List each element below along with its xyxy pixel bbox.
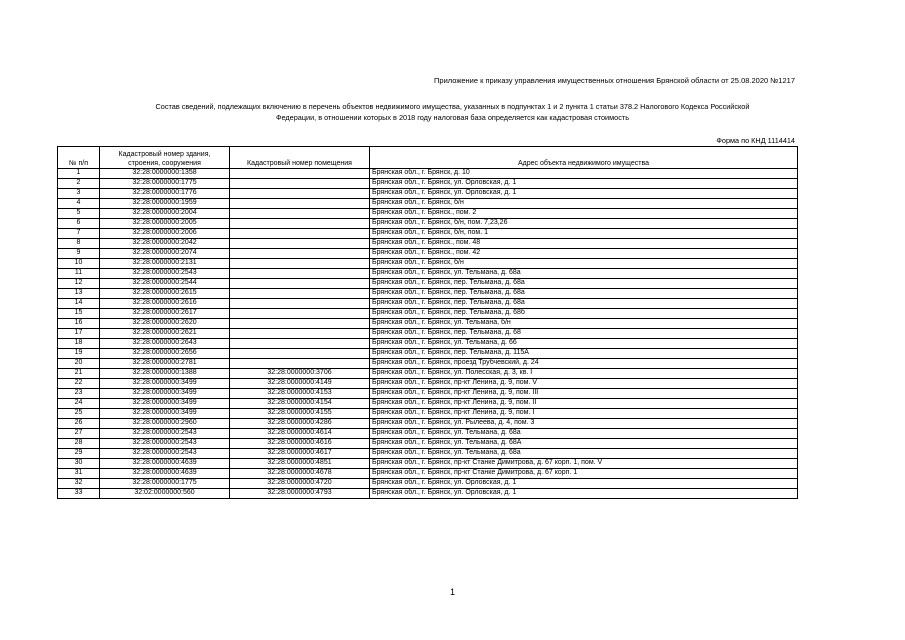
row-number: 22 bbox=[58, 379, 100, 389]
room-cadastral-cell bbox=[230, 359, 370, 369]
room-cadastral-cell bbox=[230, 329, 370, 339]
room-cadastral-cell: 32:28:0000000:4616 bbox=[230, 439, 370, 449]
document-title-line-1: Состав сведений, подлежащих включению в перечень объектов недвижимого имущества, указанных в подпунктах 1 и 2 пункта 1 статьи 378.2 Налогового Кодекса Российской bbox=[155, 102, 750, 111]
row-number: 31 bbox=[58, 469, 100, 479]
building-cadastral-cell: 32:28:0000000:2543 bbox=[100, 439, 230, 449]
building-cadastral-cell: 32:28:0000000:2131 bbox=[100, 259, 230, 269]
row-number: 30 bbox=[58, 459, 100, 469]
room-cadastral-cell bbox=[230, 239, 370, 249]
table-row bbox=[58, 359, 798, 369]
address-cell: Брянская обл., г. Брянск, ул. Полесская, д. 3, кв. I bbox=[370, 369, 798, 379]
building-cadastral-cell: 32:02:0000000:560 bbox=[100, 489, 230, 499]
address-cell: Брянская обл., г. Брянск, ул. Орловская, д. 1 bbox=[370, 179, 798, 189]
room-cadastral-cell bbox=[230, 309, 370, 319]
form-code: Форма по КНД 1114414 bbox=[716, 136, 795, 145]
address-cell: Брянская обл., г. Брянск, пер. Тельмана, д. 68а bbox=[370, 299, 798, 309]
building-cadastral-cell: 32:28:0000000:3499 bbox=[100, 389, 230, 399]
room-cadastral-cell: 32:28:0000000:4720 bbox=[230, 479, 370, 489]
row-number: 24 bbox=[58, 399, 100, 409]
row-number: 4 bbox=[58, 199, 100, 209]
room-cadastral-cell bbox=[230, 179, 370, 189]
address-cell: Брянская обл., г. Брянск, проезд Трубчевский, д. 24 bbox=[370, 359, 798, 369]
room-cadastral-cell bbox=[230, 259, 370, 269]
table-row bbox=[58, 309, 798, 319]
room-cadastral-cell bbox=[230, 189, 370, 199]
column-header-room-cadastral: Кадастровый номер помещения bbox=[230, 147, 370, 169]
building-cadastral-cell: 32:28:0000000:2617 bbox=[100, 309, 230, 319]
building-cadastral-cell: 32:28:0000000:1776 bbox=[100, 189, 230, 199]
room-cadastral-cell: 32:28:0000000:4286 bbox=[230, 419, 370, 429]
table-row bbox=[58, 349, 798, 359]
address-cell: Брянская обл., г. Брянск, ул. Рылеева, д. 4, пом. 3 bbox=[370, 419, 798, 429]
address-cell: Брянская обл., г. Брянск, пер. Тельмана, д. 68 bbox=[370, 329, 798, 339]
building-cadastral-cell: 32:28:0000000:3499 bbox=[100, 399, 230, 409]
room-cadastral-cell bbox=[230, 349, 370, 359]
table-row bbox=[58, 279, 798, 289]
building-cadastral-cell: 32:28:0000000:1388 bbox=[100, 369, 230, 379]
address-cell: Брянская обл., г. Брянск, ул. Тельмана, б/н bbox=[370, 319, 798, 329]
building-cadastral-cell: 32:28:0000000:2543 bbox=[100, 449, 230, 459]
row-number: 13 bbox=[58, 289, 100, 299]
table-row bbox=[58, 219, 798, 229]
building-cadastral-cell: 32:28:0000000:2616 bbox=[100, 299, 230, 309]
table-row bbox=[58, 179, 798, 189]
row-number: 6 bbox=[58, 219, 100, 229]
room-cadastral-cell bbox=[230, 199, 370, 209]
table-row bbox=[58, 259, 798, 269]
row-number: 15 bbox=[58, 309, 100, 319]
room-cadastral-cell bbox=[230, 169, 370, 179]
building-cadastral-cell: 32:28:0000000:3499 bbox=[100, 409, 230, 419]
room-cadastral-cell bbox=[230, 319, 370, 329]
building-cadastral-cell: 32:28:0000000:2781 bbox=[100, 359, 230, 369]
address-cell: Брянская обл., г. Брянск, д. 10 bbox=[370, 169, 798, 179]
address-cell: Брянская обл., г. Брянск, пр-кт Ленина, д. 9, пом. I bbox=[370, 409, 798, 419]
table-row bbox=[58, 479, 798, 489]
column-header-building-cadastral: Кадастровый номер здания, строения, сооружения bbox=[100, 147, 230, 169]
building-cadastral-cell: 32:28:0000000:2615 bbox=[100, 289, 230, 299]
room-cadastral-cell bbox=[230, 299, 370, 309]
row-number: 17 bbox=[58, 329, 100, 339]
table-row bbox=[58, 319, 798, 329]
table-row bbox=[58, 379, 798, 389]
building-cadastral-cell: 32:28:0000000:1775 bbox=[100, 179, 230, 189]
table-row bbox=[58, 489, 798, 499]
address-cell: Брянская обл., г. Брянск, пр-кт Станке Димитрова, д. 67 корп. 1 bbox=[370, 469, 798, 479]
address-cell: Брянская обл., г. Брянск, пр-кт Ленина, д. 9, пом. V bbox=[370, 379, 798, 389]
row-number: 25 bbox=[58, 409, 100, 419]
table-row bbox=[58, 469, 798, 479]
room-cadastral-cell: 32:28:0000000:4614 bbox=[230, 429, 370, 439]
table-row bbox=[58, 269, 798, 279]
row-number: 12 bbox=[58, 279, 100, 289]
address-cell: Брянская обл., г. Брянск., пом. 2 bbox=[370, 209, 798, 219]
room-cadastral-cell: 32:28:0000000:4149 bbox=[230, 379, 370, 389]
address-cell: Брянская обл., г. Брянск., пом. 42 bbox=[370, 249, 798, 259]
table-row bbox=[58, 249, 798, 259]
page-number: 1 bbox=[449, 587, 455, 597]
building-cadastral-cell: 32:28:0000000:2543 bbox=[100, 269, 230, 279]
row-number: 2 bbox=[58, 179, 100, 189]
address-cell: Брянская обл., г. Брянск, пер. Тельмана, д. 115А bbox=[370, 349, 798, 359]
building-cadastral-cell: 32:28:0000000:2006 bbox=[100, 229, 230, 239]
row-number: 8 bbox=[58, 239, 100, 249]
room-cadastral-cell: 32:28:0000000:4793 bbox=[230, 489, 370, 499]
table-row bbox=[58, 369, 798, 379]
room-cadastral-cell: 32:28:0000000:4155 bbox=[230, 409, 370, 419]
row-number: 7 bbox=[58, 229, 100, 239]
room-cadastral-cell: 32:28:0000000:4617 bbox=[230, 449, 370, 459]
room-cadastral-cell bbox=[230, 279, 370, 289]
room-cadastral-cell bbox=[230, 269, 370, 279]
building-cadastral-cell: 32:28:0000000:2960 bbox=[100, 419, 230, 429]
table-row bbox=[58, 449, 798, 459]
table-row bbox=[58, 229, 798, 239]
building-cadastral-cell: 32:28:0000000:3499 bbox=[100, 379, 230, 389]
property-table bbox=[57, 146, 798, 499]
room-cadastral-cell bbox=[230, 219, 370, 229]
table-row bbox=[58, 429, 798, 439]
address-cell: Брянская обл., г. Брянск, пр-кт Станке Димитрова, д. 67 корп. 1, пом. V bbox=[370, 459, 798, 469]
table-row bbox=[58, 399, 798, 409]
row-number: 32 bbox=[58, 479, 100, 489]
room-cadastral-cell bbox=[230, 339, 370, 349]
table-row bbox=[58, 209, 798, 219]
address-cell: Брянская обл., г. Брянск, ул. Тельмана, д. 66 bbox=[370, 339, 798, 349]
room-cadastral-cell bbox=[230, 249, 370, 259]
row-number: 33 bbox=[58, 489, 100, 499]
address-cell: Брянская обл., г. Брянск, пер. Тельмана, д. 68а bbox=[370, 289, 798, 299]
row-number: 28 bbox=[58, 439, 100, 449]
row-number: 29 bbox=[58, 449, 100, 459]
room-cadastral-cell: 32:28:0000000:4153 bbox=[230, 389, 370, 399]
address-cell: Брянская обл., г. Брянск, пр-кт Ленина, д. 9, пом. II bbox=[370, 399, 798, 409]
row-number: 10 bbox=[58, 259, 100, 269]
building-cadastral-cell: 32:28:0000000:2620 bbox=[100, 319, 230, 329]
address-cell: Брянская обл., г. Брянск, ул. Орловская, д. 1 bbox=[370, 479, 798, 489]
table-row bbox=[58, 169, 798, 179]
table-row bbox=[58, 409, 798, 419]
building-cadastral-cell: 32:28:0000000:1775 bbox=[100, 479, 230, 489]
address-cell: Брянская обл., г. Брянск, б/н bbox=[370, 199, 798, 209]
column-header-number: № п/п bbox=[58, 147, 100, 169]
row-number: 16 bbox=[58, 319, 100, 329]
address-cell: Брянская обл., г. Брянск, пер. Тельмана, д. 68б bbox=[370, 309, 798, 319]
building-cadastral-cell: 32:28:0000000:2656 bbox=[100, 349, 230, 359]
address-cell: Брянская обл., г. Брянск, ул. Орловская, д. 1 bbox=[370, 489, 798, 499]
room-cadastral-cell: 32:28:0000000:3706 bbox=[230, 369, 370, 379]
row-number: 21 bbox=[58, 369, 100, 379]
document-title-line-2: Федерации, в отношении которых в 2018 году налоговая база определяется как кадастровая стоимость bbox=[275, 113, 630, 122]
address-cell: Брянская обл., г. Брянск, ул. Тельмана, д. 68а bbox=[370, 429, 798, 439]
building-cadastral-cell: 32:28:0000000:1959 bbox=[100, 199, 230, 209]
building-cadastral-cell: 32:28:0000000:2544 bbox=[100, 279, 230, 289]
appendix-reference: Приложение к приказу управления имущественных отношения Брянской области от 25.08.2020 №1217 bbox=[434, 76, 795, 85]
row-number: 1 bbox=[58, 169, 100, 179]
row-number: 3 bbox=[58, 189, 100, 199]
building-cadastral-cell: 32:28:0000000:2543 bbox=[100, 429, 230, 439]
row-number: 14 bbox=[58, 299, 100, 309]
building-cadastral-cell: 32:28:0000000:2042 bbox=[100, 239, 230, 249]
row-number: 20 bbox=[58, 359, 100, 369]
table-row bbox=[58, 329, 798, 339]
table-row bbox=[58, 189, 798, 199]
table-row bbox=[58, 459, 798, 469]
room-cadastral-cell: 32:28:0000000:4851 bbox=[230, 459, 370, 469]
address-cell: Брянская обл., г. Брянск, ул. Орловская, д. 1 bbox=[370, 189, 798, 199]
table-row bbox=[58, 439, 798, 449]
row-number: 27 bbox=[58, 429, 100, 439]
address-cell: Брянская обл., г. Брянск, ул. Тельмана, д. 68а bbox=[370, 269, 798, 279]
row-number: 11 bbox=[58, 269, 100, 279]
table-row bbox=[58, 389, 798, 399]
building-cadastral-cell: 32:28:0000000:2004 bbox=[100, 209, 230, 219]
building-cadastral-cell: 32:28:0000000:4639 bbox=[100, 459, 230, 469]
table-row bbox=[58, 299, 798, 309]
address-cell: Брянская обл., г. Брянск., пом. 48 bbox=[370, 239, 798, 249]
document-title bbox=[60, 101, 845, 123]
room-cadastral-cell bbox=[230, 229, 370, 239]
room-cadastral-cell: 32:28:0000000:4678 bbox=[230, 469, 370, 479]
row-number: 26 bbox=[58, 419, 100, 429]
address-cell: Брянская обл., г. Брянск, ул. Тельмана, д. 68А bbox=[370, 439, 798, 449]
address-cell: Брянская обл., г. Брянск, пр-кт Ленина, д. 9, пом. III bbox=[370, 389, 798, 399]
table-body bbox=[58, 169, 798, 499]
table-row bbox=[58, 419, 798, 429]
building-cadastral-cell: 32:28:0000000:2074 bbox=[100, 249, 230, 259]
table-row bbox=[58, 339, 798, 349]
building-cadastral-cell: 32:28:0000000:2643 bbox=[100, 339, 230, 349]
building-cadastral-cell: 32:28:0000000:4639 bbox=[100, 469, 230, 479]
table-header-row bbox=[58, 147, 798, 169]
row-number: 23 bbox=[58, 389, 100, 399]
table-row bbox=[58, 289, 798, 299]
address-cell: Брянская обл., г. Брянск, пер. Тельмана, д. 68а bbox=[370, 279, 798, 289]
address-cell: Брянская обл., г. Брянск, ул. Тельмана, д. 68а bbox=[370, 449, 798, 459]
table-row bbox=[58, 239, 798, 249]
row-number: 18 bbox=[58, 339, 100, 349]
building-cadastral-cell: 32:28:0000000:2005 bbox=[100, 219, 230, 229]
row-number: 5 bbox=[58, 209, 100, 219]
building-cadastral-cell: 32:28:0000000:1358 bbox=[100, 169, 230, 179]
row-number: 19 bbox=[58, 349, 100, 359]
address-cell: Брянская обл., г. Брянск, б/н, пом. 1 bbox=[370, 229, 798, 239]
address-cell: Брянская обл., г. Брянск, б/н bbox=[370, 259, 798, 269]
address-cell: Брянская обл., г. Брянск, б/н, пом. 7,23,26 bbox=[370, 219, 798, 229]
building-cadastral-cell: 32:28:0000000:2621 bbox=[100, 329, 230, 339]
room-cadastral-cell bbox=[230, 289, 370, 299]
room-cadastral-cell: 32:28:0000000:4154 bbox=[230, 399, 370, 409]
column-header-address: Адрес объекта недвижимого имущества bbox=[370, 147, 798, 169]
row-number: 9 bbox=[58, 249, 100, 259]
room-cadastral-cell bbox=[230, 209, 370, 219]
table-row bbox=[58, 199, 798, 209]
